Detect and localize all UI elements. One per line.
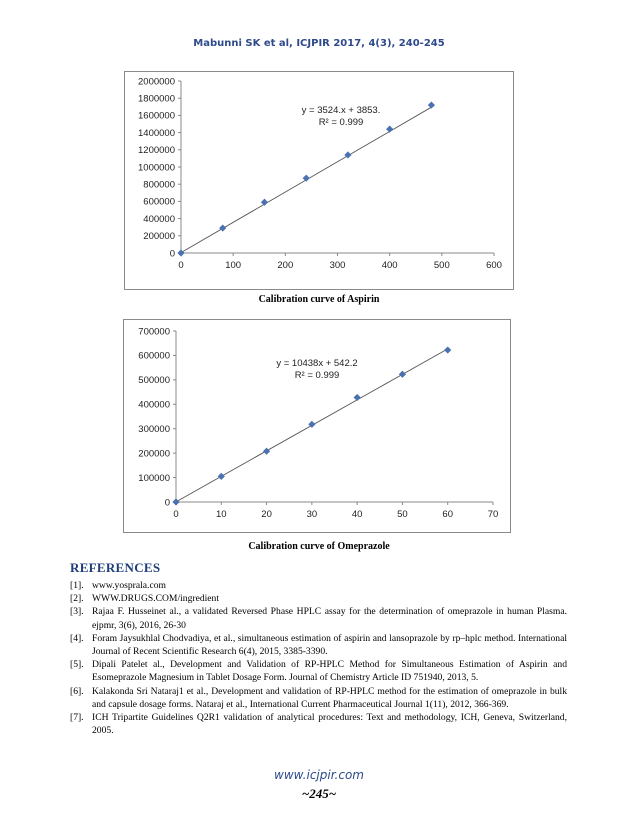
reference-text: Dipali Patelet al., Development and Validation of RP-HPLC Method for Simultaneous Estimation of Aspirin and Esomeprazole Magnesium in Tablet Dosage Form. Journal of Chemistry Article ID 751940, 2013, 5. <box>92 659 567 684</box>
omeprazole-chart-caption: Calibration curve of Omeprazole <box>248 541 390 552</box>
y-tick-label: 200000 <box>138 448 170 460</box>
data-point <box>261 199 268 206</box>
x-tick-label: 500 <box>433 260 450 271</box>
reference-number: [4]. <box>70 632 84 644</box>
omeprazole-calibration-chart <box>123 319 511 533</box>
x-tick-label: 40 <box>351 509 363 520</box>
data-point <box>218 473 225 480</box>
y-tick-label: 600000 <box>143 196 175 208</box>
x-tick-label: 0 <box>178 260 184 271</box>
x-tick-label: 50 <box>397 509 408 520</box>
aspirin-chart-svg <box>125 72 513 289</box>
trendline-equation: y = 10438x + 542.2 <box>276 358 358 369</box>
reference-text: Kalakonda Sri Nataraj1 et al., Development and validation of RP-HPLC method for the estimation of omeprazole in bulk and capsule dosage forms. Nataraj et al., International Current Pharmaceutical Journal 1(11), 2012, 366-369. <box>92 685 567 710</box>
data-point <box>399 371 406 378</box>
reference-text: WWW.DRUGS.COM/ingredient <box>92 593 220 605</box>
y-tick-label: 300000 <box>138 424 170 436</box>
data-point <box>354 394 361 401</box>
reference-item <box>70 711 567 737</box>
y-tick-label: 200000 <box>143 231 175 243</box>
reference-item <box>70 685 567 711</box>
data-point <box>444 346 451 353</box>
reference-number: [6]. <box>70 685 84 697</box>
x-tick-label: 60 <box>442 509 454 520</box>
x-tick-label: 600 <box>486 260 502 271</box>
y-tick-label: 1000000 <box>138 162 175 174</box>
x-tick-label: 30 <box>306 509 318 520</box>
y-tick-label: 800000 <box>143 179 175 191</box>
y-tick-label: 600000 <box>138 350 170 362</box>
reference-number: [1]. <box>70 580 84 591</box>
data-point <box>219 224 226 231</box>
aspirin-chart-caption: Calibration curve of Aspirin <box>258 294 380 305</box>
x-tick-label: 20 <box>261 509 272 520</box>
y-tick-label: 1200000 <box>138 145 175 157</box>
r-squared-label: R² = 0.999 <box>318 117 364 128</box>
y-tick-label: 400000 <box>138 399 170 411</box>
page-number: ~245~ <box>301 786 337 801</box>
y-tick-label: 2000000 <box>138 76 175 88</box>
reference-item <box>70 592 567 605</box>
x-tick-label: 300 <box>329 260 346 271</box>
references-heading: REFERENCES <box>70 560 161 575</box>
y-tick-label: 1800000 <box>138 93 175 105</box>
reference-item <box>70 605 567 631</box>
x-tick-label: 100 <box>225 260 242 271</box>
reference-text: Rajaa F. Husseinet al., a validated Reversed Phase HPLC assay for the determination of omeprazole in human Plasma. ejpmr, 3(6), 2016, 26-30 <box>92 606 567 631</box>
y-tick-label: 400000 <box>143 213 175 225</box>
reference-text: www.yosprala.com <box>92 580 166 591</box>
reference-number: [5]. <box>70 659 84 671</box>
reference-item <box>70 579 567 592</box>
x-tick-label: 400 <box>381 260 398 271</box>
y-tick-label: 0 <box>169 248 175 260</box>
data-point <box>386 126 393 133</box>
y-tick-label: 500000 <box>138 375 170 387</box>
references-list <box>70 579 567 737</box>
y-tick-label: 0 <box>164 497 170 509</box>
omeprazole-chart-svg <box>124 320 510 532</box>
data-point <box>172 498 179 505</box>
x-tick-label: 70 <box>487 509 499 520</box>
reference-number: [2]. <box>70 593 84 605</box>
reference-item <box>70 632 567 658</box>
reference-number: [3]. <box>70 606 84 618</box>
reference-text: ICH Tripartite Guidelines Q2R1 validation of analytical procedures: Text and methodology, ICH, Geneva, Switzerland, 2005. <box>92 712 567 737</box>
journal-url[interactable]: www.icjpir.com <box>274 768 364 782</box>
trendline-equation: y = 3524.x + 3853. <box>301 105 381 116</box>
aspirin-calibration-chart <box>124 71 514 290</box>
reference-item <box>70 658 567 684</box>
running-head: Mabunni SK et al, ICJPIR 2017, 4(3), 240-245 <box>193 38 445 49</box>
x-tick-label: 10 <box>215 509 227 520</box>
data-point <box>303 175 310 182</box>
y-tick-label: 700000 <box>138 326 170 338</box>
reference-number: [7]. <box>70 712 84 724</box>
y-tick-label: 1600000 <box>138 110 175 122</box>
data-point <box>263 448 270 455</box>
y-tick-label: 100000 <box>138 472 170 484</box>
x-tick-label: 200 <box>277 260 294 271</box>
y-tick-label: 1400000 <box>138 127 175 139</box>
reference-text: Foram Jaysukhlal Chodvadiya, et al., simultaneous estimation of aspirin and lansoprazole by rp–hplc method. International Journal of Recent Scientific Research 6(4), 2015, 3385-3390. <box>92 632 567 658</box>
r-squared-label: R² = 0.999 <box>294 370 340 381</box>
x-tick-label: 0 <box>173 509 179 520</box>
data-point <box>177 249 184 256</box>
data-point <box>428 101 435 108</box>
